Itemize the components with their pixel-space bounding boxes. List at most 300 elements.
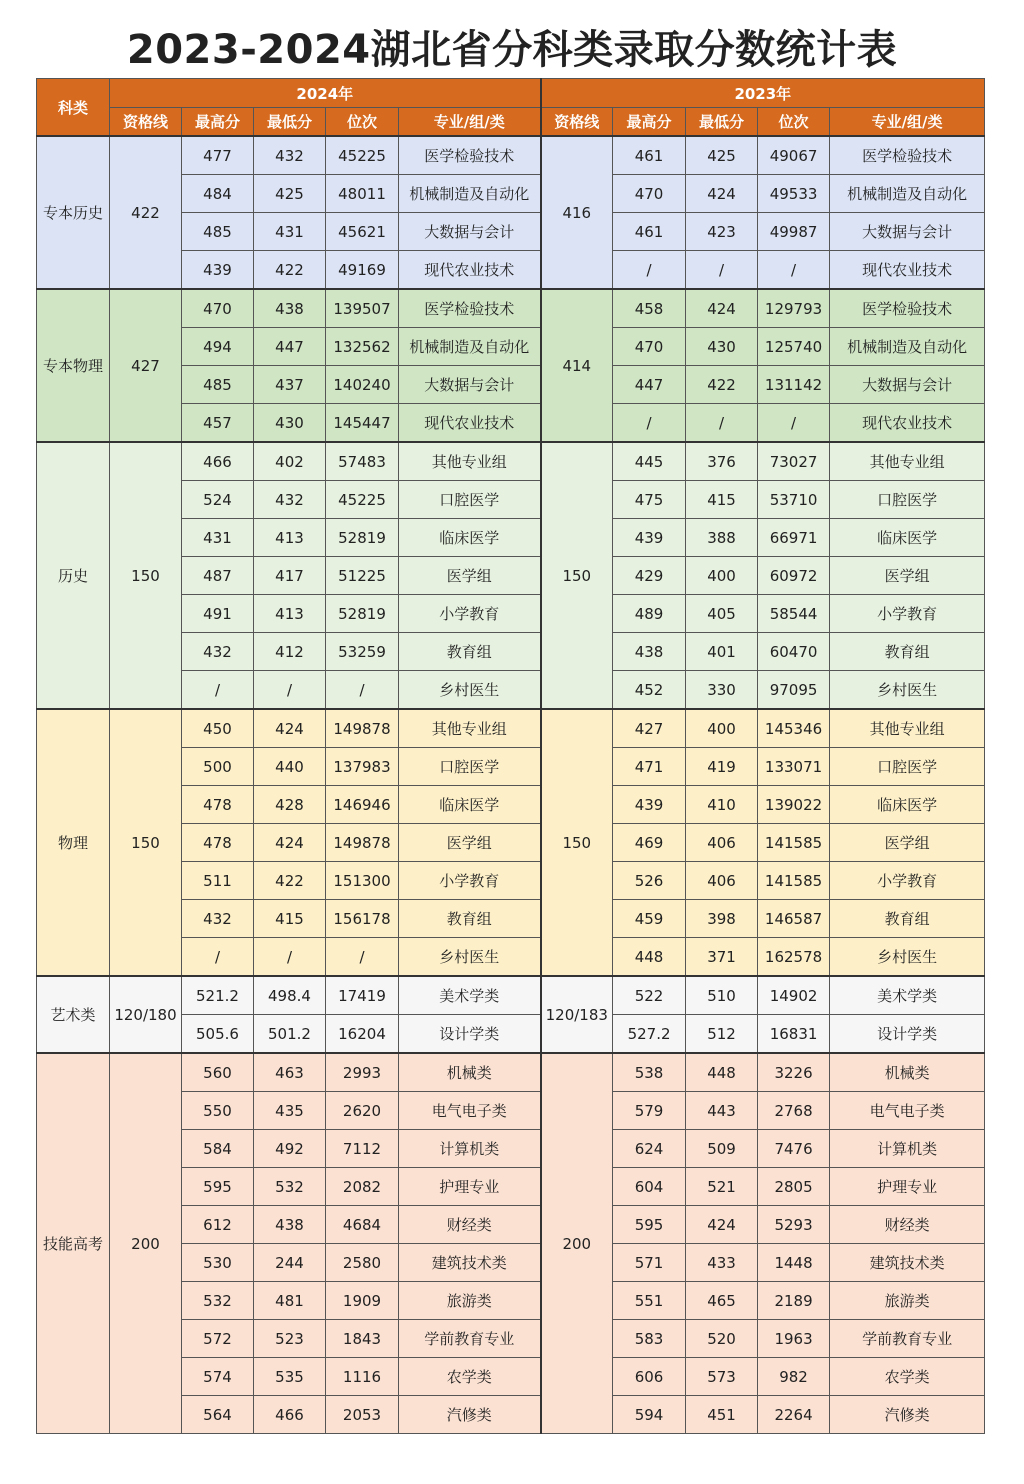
min-score-2023: 423 xyxy=(686,213,758,251)
min-score-2024: 447 xyxy=(254,328,326,366)
min-score-2023: 465 xyxy=(686,1282,758,1320)
max-score-2024: 466 xyxy=(182,442,254,481)
major-2023: 教育组 xyxy=(830,633,985,671)
rank-2023: 162578 xyxy=(758,938,830,977)
max-score-2023: 429 xyxy=(613,557,686,595)
header-col-rank: 位次 xyxy=(326,108,399,137)
major-2024: 设计学类 xyxy=(399,1015,541,1054)
qualify-line-2024: 422 xyxy=(110,136,182,289)
min-score-2024: 415 xyxy=(254,900,326,938)
min-score-2024: 440 xyxy=(254,748,326,786)
rank-2024: 145447 xyxy=(326,404,399,443)
rank-2024: 51225 xyxy=(326,557,399,595)
major-2023: 农学类 xyxy=(830,1358,985,1396)
header-col-max: 最高分 xyxy=(613,108,686,137)
rank-2023: 141585 xyxy=(758,862,830,900)
major-2023: 美术学类 xyxy=(830,976,985,1015)
major-2024: 建筑技术类 xyxy=(399,1244,541,1282)
major-2024: 财经类 xyxy=(399,1206,541,1244)
min-score-2023: 400 xyxy=(686,709,758,748)
min-score-2024: / xyxy=(254,938,326,977)
max-score-2024: 491 xyxy=(182,595,254,633)
header-category: 科类 xyxy=(37,79,110,137)
major-2023: 临床医学 xyxy=(830,786,985,824)
min-score-2023: / xyxy=(686,404,758,443)
max-score-2023: 522 xyxy=(613,976,686,1015)
max-score-2024: 478 xyxy=(182,824,254,862)
header-year-2024: 2024年 xyxy=(110,79,541,108)
major-2024: 乡村医生 xyxy=(399,671,541,710)
max-score-2024: 521.2 xyxy=(182,976,254,1015)
major-2024: 乡村医生 xyxy=(399,938,541,977)
major-2024: 其他专业组 xyxy=(399,709,541,748)
max-score-2023: 427 xyxy=(613,709,686,748)
rank-2024: 48011 xyxy=(326,175,399,213)
min-score-2023: 419 xyxy=(686,748,758,786)
rank-2024: / xyxy=(326,938,399,977)
max-score-2023: 439 xyxy=(613,519,686,557)
min-score-2023: 405 xyxy=(686,595,758,633)
major-2023: 教育组 xyxy=(830,900,985,938)
major-2023: 口腔医学 xyxy=(830,748,985,786)
major-2024: 机械制造及自动化 xyxy=(399,175,541,213)
min-score-2023: 433 xyxy=(686,1244,758,1282)
min-score-2024: 244 xyxy=(254,1244,326,1282)
category-cell: 历史 xyxy=(37,442,110,709)
header-year-2023: 2023年 xyxy=(541,79,985,108)
rank-2024: 1116 xyxy=(326,1358,399,1396)
rank-2023: 7476 xyxy=(758,1130,830,1168)
qualify-line-2023: 150 xyxy=(541,442,613,709)
max-score-2024: 431 xyxy=(182,519,254,557)
min-score-2024: 501.2 xyxy=(254,1015,326,1054)
major-2023: 现代农业技术 xyxy=(830,251,985,290)
max-score-2024: 477 xyxy=(182,136,254,175)
rank-2024: 4684 xyxy=(326,1206,399,1244)
category-cell: 专本物理 xyxy=(37,289,110,442)
table-header xyxy=(37,79,985,137)
max-score-2023: 447 xyxy=(613,366,686,404)
rank-2023: 146587 xyxy=(758,900,830,938)
rank-2024: 49169 xyxy=(326,251,399,290)
major-2024: 口腔医学 xyxy=(399,748,541,786)
major-2023: 机械制造及自动化 xyxy=(830,175,985,213)
min-score-2024: 402 xyxy=(254,442,326,481)
major-2024: 现代农业技术 xyxy=(399,251,541,290)
min-score-2023: 422 xyxy=(686,366,758,404)
major-2024: 农学类 xyxy=(399,1358,541,1396)
major-2024: 机械类 xyxy=(399,1053,541,1092)
major-2024: 口腔医学 xyxy=(399,481,541,519)
major-2024: 医学检验技术 xyxy=(399,136,541,175)
rank-2023: 139022 xyxy=(758,786,830,824)
major-2024: 医学组 xyxy=(399,557,541,595)
max-score-2024: 457 xyxy=(182,404,254,443)
major-2024: 医学检验技术 xyxy=(399,289,541,328)
qualify-line-2023: 414 xyxy=(541,289,613,442)
major-2023: 小学教育 xyxy=(830,595,985,633)
major-2023: 财经类 xyxy=(830,1206,985,1244)
max-score-2023: 526 xyxy=(613,862,686,900)
rank-2024: 1843 xyxy=(326,1320,399,1358)
rank-2024: 151300 xyxy=(326,862,399,900)
min-score-2023: 410 xyxy=(686,786,758,824)
rank-2024: 57483 xyxy=(326,442,399,481)
rank-2024: 52819 xyxy=(326,519,399,557)
max-score-2024: / xyxy=(182,671,254,710)
min-score-2023: 573 xyxy=(686,1358,758,1396)
header-col-major: 专业/组/类 xyxy=(399,108,541,137)
min-score-2023: / xyxy=(686,251,758,290)
max-score-2024: 478 xyxy=(182,786,254,824)
min-score-2023: 430 xyxy=(686,328,758,366)
max-score-2023: 583 xyxy=(613,1320,686,1358)
major-2024: 计算机类 xyxy=(399,1130,541,1168)
min-score-2024: 425 xyxy=(254,175,326,213)
min-score-2023: 400 xyxy=(686,557,758,595)
min-score-2024: 463 xyxy=(254,1053,326,1092)
min-score-2024: 422 xyxy=(254,251,326,290)
table-body xyxy=(37,136,985,1434)
table-row xyxy=(37,442,985,481)
min-score-2023: 510 xyxy=(686,976,758,1015)
rank-2023: 1963 xyxy=(758,1320,830,1358)
major-2023: 设计学类 xyxy=(830,1015,985,1054)
max-score-2024: 500 xyxy=(182,748,254,786)
qualify-line-2023: 416 xyxy=(541,136,613,289)
rank-2023: 133071 xyxy=(758,748,830,786)
min-score-2023: 424 xyxy=(686,175,758,213)
rank-2024: 156178 xyxy=(326,900,399,938)
rank-2024: 1909 xyxy=(326,1282,399,1320)
major-2023: 大数据与会计 xyxy=(830,213,985,251)
rank-2023: 5293 xyxy=(758,1206,830,1244)
major-2024: 小学教育 xyxy=(399,595,541,633)
major-2023: 汽修类 xyxy=(830,1396,985,1434)
table-row xyxy=(37,136,985,175)
rank-2024: 17419 xyxy=(326,976,399,1015)
max-score-2023: 538 xyxy=(613,1053,686,1092)
rank-2024: 140240 xyxy=(326,366,399,404)
major-2023: 电气电子类 xyxy=(830,1092,985,1130)
min-score-2023: 521 xyxy=(686,1168,758,1206)
major-2023: 机械制造及自动化 xyxy=(830,328,985,366)
header-col-min: 最低分 xyxy=(254,108,326,137)
table-row xyxy=(37,709,985,748)
min-score-2024: 438 xyxy=(254,289,326,328)
max-score-2023: 469 xyxy=(613,824,686,862)
major-2024: 临床医学 xyxy=(399,786,541,824)
min-score-2023: 520 xyxy=(686,1320,758,1358)
header-col-min: 最低分 xyxy=(686,108,758,137)
major-2024: 美术学类 xyxy=(399,976,541,1015)
min-score-2024: 424 xyxy=(254,824,326,862)
min-score-2023: 509 xyxy=(686,1130,758,1168)
rank-2023: 49533 xyxy=(758,175,830,213)
min-score-2024: 532 xyxy=(254,1168,326,1206)
header-col-line: 资格线 xyxy=(110,108,182,137)
rank-2024: 149878 xyxy=(326,709,399,748)
admission-score-table xyxy=(36,78,985,1434)
min-score-2024: 437 xyxy=(254,366,326,404)
rank-2023: / xyxy=(758,251,830,290)
major-2024: 大数据与会计 xyxy=(399,213,541,251)
min-score-2024: 498.4 xyxy=(254,976,326,1015)
rank-2024: 149878 xyxy=(326,824,399,862)
table-row xyxy=(37,289,985,328)
max-score-2024: 487 xyxy=(182,557,254,595)
major-2024: 其他专业组 xyxy=(399,442,541,481)
min-score-2024: 428 xyxy=(254,786,326,824)
rank-2023: 97095 xyxy=(758,671,830,710)
rank-2024: 7112 xyxy=(326,1130,399,1168)
rank-2023: 131142 xyxy=(758,366,830,404)
page-title: 2023-2024湖北省分科类录取分数统计表 xyxy=(126,27,898,73)
max-score-2023: 445 xyxy=(613,442,686,481)
min-score-2023: 424 xyxy=(686,1206,758,1244)
major-2024: 旅游类 xyxy=(399,1282,541,1320)
rank-2023: 53710 xyxy=(758,481,830,519)
rank-2024: 45225 xyxy=(326,136,399,175)
qualify-line-2024: 120/180 xyxy=(110,976,182,1053)
rank-2023: 1448 xyxy=(758,1244,830,1282)
rank-2024: 2993 xyxy=(326,1053,399,1092)
rank-2024: 2580 xyxy=(326,1244,399,1282)
max-score-2023: 448 xyxy=(613,938,686,977)
max-score-2024: 450 xyxy=(182,709,254,748)
rank-2024: 45225 xyxy=(326,481,399,519)
max-score-2023: / xyxy=(613,251,686,290)
min-score-2023: 330 xyxy=(686,671,758,710)
min-score-2023: 443 xyxy=(686,1092,758,1130)
min-score-2023: 425 xyxy=(686,136,758,175)
rank-2023: 73027 xyxy=(758,442,830,481)
max-score-2023: 527.2 xyxy=(613,1015,686,1054)
min-score-2024: 438 xyxy=(254,1206,326,1244)
rank-2023: 60972 xyxy=(758,557,830,595)
major-2024: 小学教育 xyxy=(399,862,541,900)
min-score-2024: / xyxy=(254,671,326,710)
rank-2023: 49987 xyxy=(758,213,830,251)
major-2023: 机械类 xyxy=(830,1053,985,1092)
major-2024: 大数据与会计 xyxy=(399,366,541,404)
major-2023: 乡村医生 xyxy=(830,671,985,710)
max-score-2024: 612 xyxy=(182,1206,254,1244)
major-2024: 学前教育专业 xyxy=(399,1320,541,1358)
max-score-2024: 584 xyxy=(182,1130,254,1168)
max-score-2023: 604 xyxy=(613,1168,686,1206)
rank-2023: 2805 xyxy=(758,1168,830,1206)
qualify-line-2023: 120/183 xyxy=(541,976,613,1053)
min-score-2023: 401 xyxy=(686,633,758,671)
min-score-2023: 424 xyxy=(686,289,758,328)
major-2023: 计算机类 xyxy=(830,1130,985,1168)
min-score-2024: 481 xyxy=(254,1282,326,1320)
max-score-2024: 564 xyxy=(182,1396,254,1434)
category-cell: 技能高考 xyxy=(37,1053,110,1434)
min-score-2024: 432 xyxy=(254,136,326,175)
rank-2023: 129793 xyxy=(758,289,830,328)
max-score-2024: / xyxy=(182,938,254,977)
rank-2024: 52819 xyxy=(326,595,399,633)
header-col-line: 资格线 xyxy=(541,108,613,137)
rank-2023: 125740 xyxy=(758,328,830,366)
max-score-2023: 624 xyxy=(613,1130,686,1168)
max-score-2024: 439 xyxy=(182,251,254,290)
min-score-2024: 466 xyxy=(254,1396,326,1434)
rank-2024: 2082 xyxy=(326,1168,399,1206)
major-2024: 临床医学 xyxy=(399,519,541,557)
rank-2024: 2620 xyxy=(326,1092,399,1130)
major-2024: 护理专业 xyxy=(399,1168,541,1206)
max-score-2024: 574 xyxy=(182,1358,254,1396)
major-2023: 口腔医学 xyxy=(830,481,985,519)
min-score-2023: 512 xyxy=(686,1015,758,1054)
max-score-2024: 485 xyxy=(182,213,254,251)
min-score-2024: 432 xyxy=(254,481,326,519)
rank-2023: 58544 xyxy=(758,595,830,633)
major-2023: 其他专业组 xyxy=(830,709,985,748)
qualify-line-2024: 150 xyxy=(110,442,182,709)
max-score-2024: 432 xyxy=(182,633,254,671)
max-score-2023: / xyxy=(613,404,686,443)
header-col-max: 最高分 xyxy=(182,108,254,137)
rank-2023: 141585 xyxy=(758,824,830,862)
max-score-2024: 530 xyxy=(182,1244,254,1282)
max-score-2024: 524 xyxy=(182,481,254,519)
min-score-2024: 435 xyxy=(254,1092,326,1130)
min-score-2023: 406 xyxy=(686,862,758,900)
min-score-2024: 431 xyxy=(254,213,326,251)
max-score-2023: 439 xyxy=(613,786,686,824)
min-score-2024: 413 xyxy=(254,519,326,557)
min-score-2024: 492 xyxy=(254,1130,326,1168)
major-2024: 教育组 xyxy=(399,900,541,938)
max-score-2023: 551 xyxy=(613,1282,686,1320)
max-score-2023: 438 xyxy=(613,633,686,671)
rank-2023: 982 xyxy=(758,1358,830,1396)
min-score-2023: 376 xyxy=(686,442,758,481)
max-score-2023: 594 xyxy=(613,1396,686,1434)
major-2023: 学前教育专业 xyxy=(830,1320,985,1358)
max-score-2023: 471 xyxy=(613,748,686,786)
min-score-2023: 448 xyxy=(686,1053,758,1092)
max-score-2024: 511 xyxy=(182,862,254,900)
max-score-2023: 489 xyxy=(613,595,686,633)
max-score-2024: 494 xyxy=(182,328,254,366)
major-2024: 机械制造及自动化 xyxy=(399,328,541,366)
max-score-2024: 560 xyxy=(182,1053,254,1092)
min-score-2023: 406 xyxy=(686,824,758,862)
min-score-2024: 535 xyxy=(254,1358,326,1396)
max-score-2023: 458 xyxy=(613,289,686,328)
major-2023: 其他专业组 xyxy=(830,442,985,481)
max-score-2024: 595 xyxy=(182,1168,254,1206)
qualify-line-2023: 200 xyxy=(541,1053,613,1434)
max-score-2024: 532 xyxy=(182,1282,254,1320)
max-score-2024: 485 xyxy=(182,366,254,404)
min-score-2024: 424 xyxy=(254,709,326,748)
max-score-2023: 452 xyxy=(613,671,686,710)
major-2023: 临床医学 xyxy=(830,519,985,557)
rank-2024: 146946 xyxy=(326,786,399,824)
rank-2023: 49067 xyxy=(758,136,830,175)
max-score-2023: 461 xyxy=(613,213,686,251)
rank-2024: 16204 xyxy=(326,1015,399,1054)
rank-2024: 53259 xyxy=(326,633,399,671)
rank-2023: 2189 xyxy=(758,1282,830,1320)
rank-2024: 132562 xyxy=(326,328,399,366)
rank-2024: 139507 xyxy=(326,289,399,328)
major-2023: 护理专业 xyxy=(830,1168,985,1206)
table-row xyxy=(37,1053,985,1092)
major-2023: 医学检验技术 xyxy=(830,136,985,175)
qualify-line-2024: 150 xyxy=(110,709,182,976)
max-score-2023: 579 xyxy=(613,1092,686,1130)
rank-2023: 145346 xyxy=(758,709,830,748)
qualify-line-2024: 200 xyxy=(110,1053,182,1434)
max-score-2024: 470 xyxy=(182,289,254,328)
min-score-2023: 388 xyxy=(686,519,758,557)
min-score-2023: 415 xyxy=(686,481,758,519)
header-col-rank: 位次 xyxy=(758,108,830,137)
rank-2024: 2053 xyxy=(326,1396,399,1434)
major-2024: 汽修类 xyxy=(399,1396,541,1434)
min-score-2023: 451 xyxy=(686,1396,758,1434)
table-row xyxy=(37,976,985,1015)
major-2023: 医学组 xyxy=(830,824,985,862)
major-2023: 医学检验技术 xyxy=(830,289,985,328)
max-score-2023: 470 xyxy=(613,328,686,366)
rank-2023: 3226 xyxy=(758,1053,830,1092)
qualify-line-2024: 427 xyxy=(110,289,182,442)
qualify-line-2023: 150 xyxy=(541,709,613,976)
min-score-2024: 413 xyxy=(254,595,326,633)
max-score-2023: 470 xyxy=(613,175,686,213)
max-score-2024: 484 xyxy=(182,175,254,213)
max-score-2023: 595 xyxy=(613,1206,686,1244)
major-2023: 现代农业技术 xyxy=(830,404,985,443)
header-col-major: 专业/组/类 xyxy=(830,108,985,137)
major-2023: 乡村医生 xyxy=(830,938,985,977)
max-score-2023: 475 xyxy=(613,481,686,519)
category-cell: 物理 xyxy=(37,709,110,976)
rank-2024: / xyxy=(326,671,399,710)
rank-2024: 137983 xyxy=(326,748,399,786)
category-cell: 专本历史 xyxy=(37,136,110,289)
major-2023: 小学教育 xyxy=(830,862,985,900)
min-score-2024: 412 xyxy=(254,633,326,671)
major-2023: 大数据与会计 xyxy=(830,366,985,404)
major-2023: 医学组 xyxy=(830,557,985,595)
min-score-2024: 430 xyxy=(254,404,326,443)
major-2024: 现代农业技术 xyxy=(399,404,541,443)
max-score-2024: 572 xyxy=(182,1320,254,1358)
major-2024: 电气电子类 xyxy=(399,1092,541,1130)
rank-2023: 16831 xyxy=(758,1015,830,1054)
major-2024: 教育组 xyxy=(399,633,541,671)
max-score-2024: 550 xyxy=(182,1092,254,1130)
rank-2023: 14902 xyxy=(758,976,830,1015)
rank-2023: 2768 xyxy=(758,1092,830,1130)
max-score-2024: 505.6 xyxy=(182,1015,254,1054)
category-cell: 艺术类 xyxy=(37,976,110,1053)
min-score-2024: 422 xyxy=(254,862,326,900)
min-score-2024: 417 xyxy=(254,557,326,595)
min-score-2023: 398 xyxy=(686,900,758,938)
rank-2024: 45621 xyxy=(326,213,399,251)
major-2023: 建筑技术类 xyxy=(830,1244,985,1282)
